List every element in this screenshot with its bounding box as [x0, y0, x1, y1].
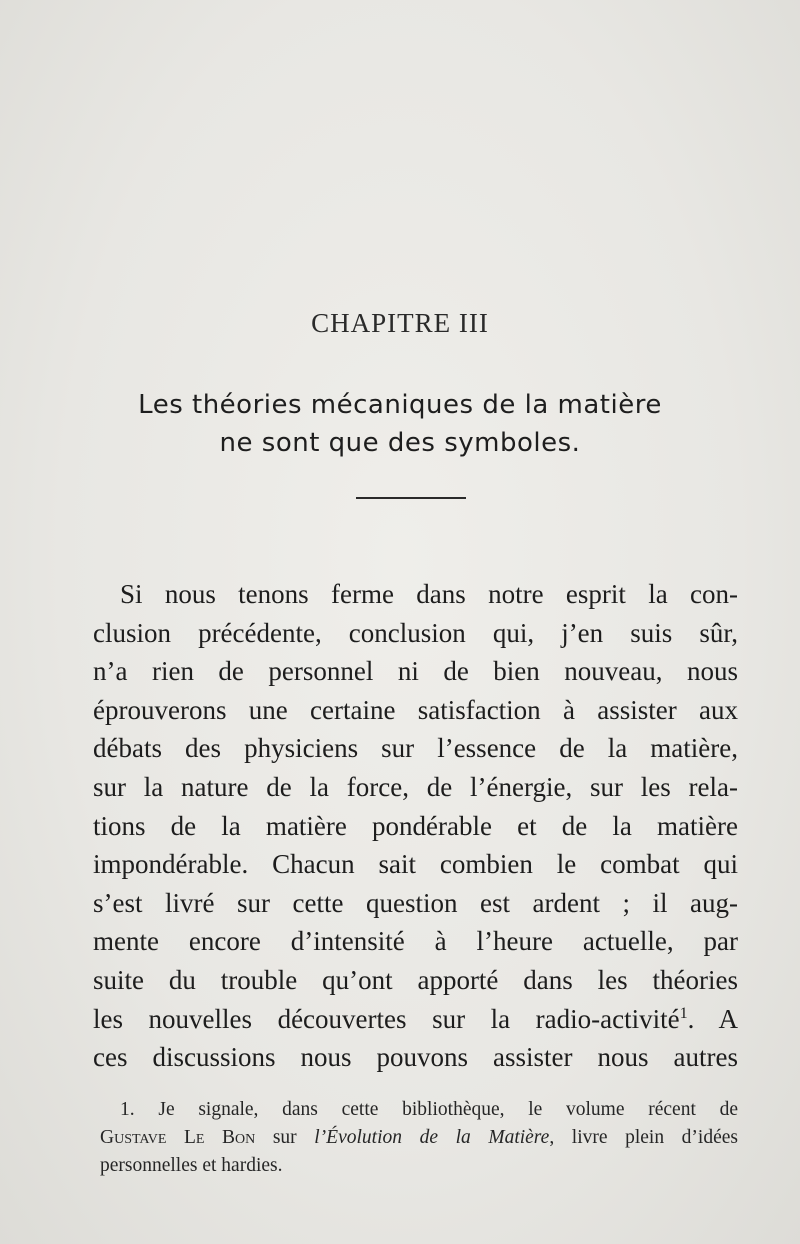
- footnote-line: 1. Je signale, dans cette bibliothèque, le volume récent de: [120, 1099, 738, 1120]
- body-line: clusion précédente, conclusion qui, j’en suis sûr,: [93, 617, 738, 648]
- body-line: s’est livré sur cette question est ardent ; il aug-: [93, 887, 738, 918]
- chapter-heading: CHAPITRE III: [311, 308, 489, 338]
- body-line-text: . A: [687, 1003, 738, 1034]
- body-line: [93, 1000, 738, 1039]
- body-line: suite du trouble qu’ont apporté dans les théories: [93, 964, 738, 995]
- footnote-line: personnelles et hardies.: [100, 1155, 283, 1176]
- body-line: mente encore d’intensité à l’heure actuelle, par: [93, 926, 738, 957]
- footnote-line: [100, 1124, 738, 1152]
- body-paragraph: [93, 575, 738, 1077]
- footnote-text: , livre plein d’idées: [549, 1127, 738, 1148]
- footnote: [100, 1096, 738, 1180]
- body-line: n’a rien de personnel ni de bien nouveau, nous: [93, 656, 738, 687]
- body-line: ces discussions nous pouvons assister nous autres: [93, 1042, 738, 1073]
- footnote-work-title: l’Évolution de la Matière: [314, 1127, 550, 1148]
- footnote-author: Gustave Le Bon: [100, 1127, 256, 1148]
- body-line-text: les nouvelles découvertes sur la radio-activité: [93, 1003, 680, 1034]
- body-line: débats des physiciens sur l’essence de la matière,: [93, 733, 738, 764]
- chapter-title: [100, 386, 700, 462]
- chapter-title-line-1: Les théories mécaniques de la matière: [138, 390, 662, 420]
- body-line: tions de la matière pondérable et de la matière: [93, 810, 738, 841]
- chapter-title-line-2: ne sont que des symboles.: [219, 428, 581, 458]
- footnote-marker: 1: [679, 1003, 688, 1022]
- body-line: éprouverons une certaine satisfaction à assister aux: [93, 694, 738, 725]
- footnote-text: sur: [255, 1127, 315, 1148]
- body-line: sur la nature de la force, de l’énergie, sur les rela-: [93, 771, 738, 802]
- body-line: Si nous tenons ferme dans notre esprit la con-: [120, 579, 738, 609]
- section-divider: [356, 497, 466, 499]
- body-line: impondérable. Chacun sait combien le combat qui: [93, 849, 738, 880]
